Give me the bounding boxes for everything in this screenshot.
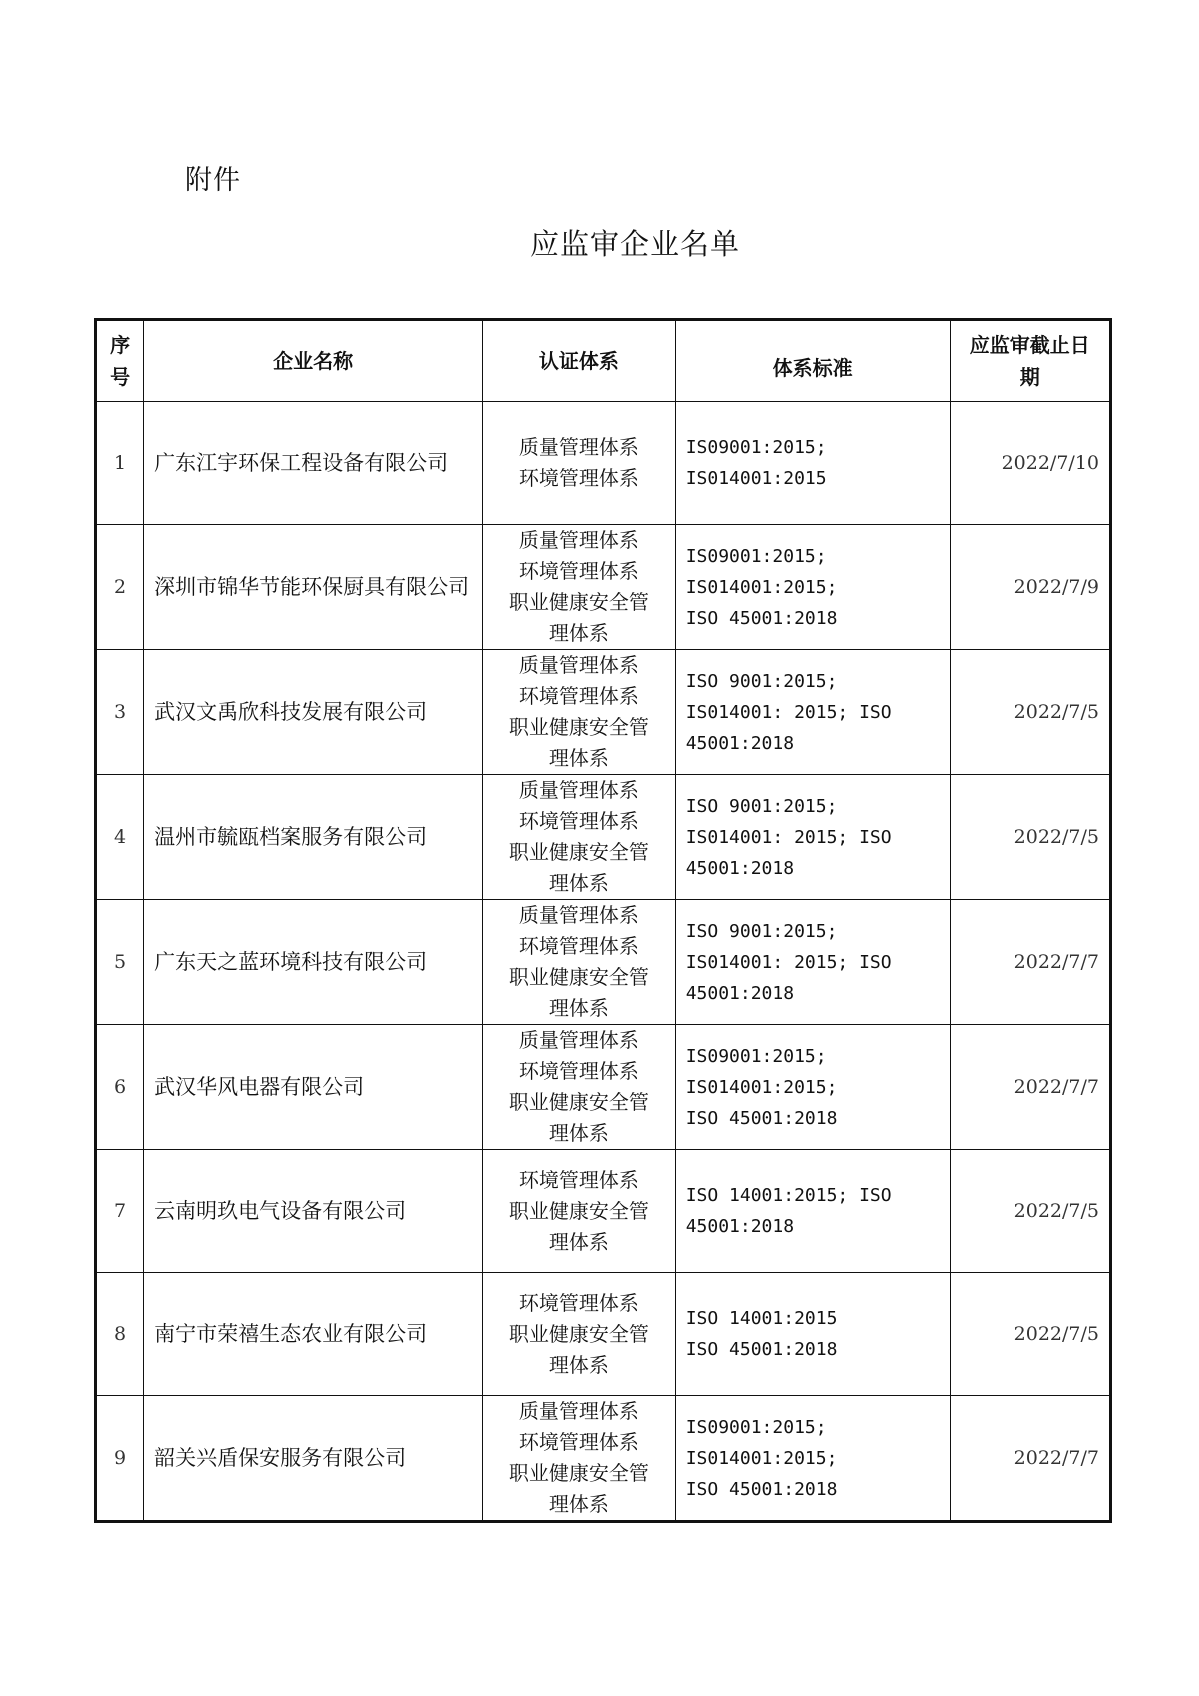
system-line: 职业健康安全管 bbox=[508, 1090, 649, 1114]
table-row bbox=[96, 650, 1111, 775]
standard-line: IS09001:2015; bbox=[685, 545, 827, 567]
audit-deadline: 2022/7/5 bbox=[950, 650, 1111, 775]
system-standards bbox=[675, 402, 950, 525]
standard-line: IS014001:2015; bbox=[685, 1447, 838, 1469]
system-standards bbox=[675, 900, 950, 1025]
certification-systems bbox=[483, 402, 676, 525]
row-index: 5 bbox=[96, 900, 144, 1025]
system-line: 环境管理体系 bbox=[518, 1290, 639, 1315]
standard-line: 45001:2018 bbox=[685, 982, 795, 1004]
standard-line: IS014001: 2015; ISO bbox=[685, 826, 892, 848]
system-line: 理体系 bbox=[548, 746, 609, 770]
system-line: 环境管理体系 bbox=[518, 1430, 639, 1454]
standard-line: ISO 9001:2015; bbox=[685, 795, 838, 817]
certification-systems bbox=[483, 1150, 676, 1273]
company-name: 温州市毓瓯档案服务有限公司 bbox=[144, 775, 483, 900]
company-name: 云南明玖电气设备有限公司 bbox=[144, 1150, 483, 1273]
standard-line: ISO 9001:2015; bbox=[685, 920, 838, 942]
table-row bbox=[96, 1396, 1111, 1522]
row-index: 3 bbox=[96, 650, 144, 775]
header-standard-text: 体系标准 bbox=[772, 356, 853, 380]
system-line: 职业健康安全管 bbox=[508, 1321, 649, 1346]
system-line: 质量管理体系 bbox=[518, 778, 639, 802]
system-line: 理体系 bbox=[548, 1121, 609, 1145]
company-name: 广东江宇环保工程设备有限公司 bbox=[144, 402, 483, 525]
company-list-table bbox=[94, 318, 1112, 1523]
company-name: 武汉文禹欣科技发展有限公司 bbox=[144, 650, 483, 775]
company-name: 深圳市锦华节能环保厨具有限公司 bbox=[144, 525, 483, 650]
system-line: 理体系 bbox=[548, 1492, 609, 1516]
header-deadline bbox=[950, 320, 1111, 402]
system-line: 环境管理体系 bbox=[518, 559, 639, 583]
header-index-text: 序号 bbox=[110, 333, 131, 389]
audit-deadline: 2022/7/5 bbox=[950, 1150, 1111, 1273]
standard-line: 45001:2018 bbox=[685, 1216, 795, 1237]
system-line: 质量管理体系 bbox=[518, 903, 639, 927]
system-line: 环境管理体系 bbox=[518, 466, 639, 490]
standard-line: IS014001:2015; bbox=[685, 576, 838, 598]
system-line: 质量管理体系 bbox=[518, 435, 639, 459]
row-index: 8 bbox=[96, 1273, 144, 1396]
row-index: 4 bbox=[96, 775, 144, 900]
certification-systems bbox=[483, 775, 676, 900]
attachment-label: 附件 bbox=[185, 165, 241, 196]
company-name: 武汉华风电器有限公司 bbox=[144, 1025, 483, 1150]
standard-line: ISO 45001:2018 bbox=[685, 607, 838, 629]
audit-deadline: 2022/7/7 bbox=[950, 900, 1111, 1025]
system-line: 理体系 bbox=[548, 621, 609, 645]
system-line: 质量管理体系 bbox=[518, 528, 639, 552]
company-name: 广东天之蓝环境科技有限公司 bbox=[144, 900, 483, 1025]
system-standards bbox=[675, 775, 950, 900]
header-index bbox=[96, 320, 144, 402]
system-line: 质量管理体系 bbox=[518, 653, 639, 677]
header-deadline-text: 应监审截止日期 bbox=[969, 333, 1090, 389]
system-standards bbox=[675, 525, 950, 650]
table-body bbox=[96, 402, 1111, 1522]
system-line: 环境管理体系 bbox=[518, 934, 639, 958]
audit-deadline: 2022/7/5 bbox=[950, 1273, 1111, 1396]
table-row bbox=[96, 525, 1111, 650]
system-line: 理体系 bbox=[548, 1229, 609, 1254]
header-standard bbox=[675, 320, 950, 402]
system-standards bbox=[675, 1150, 950, 1273]
standard-line: ISO 9001:2015; bbox=[685, 670, 838, 692]
system-line: 环境管理体系 bbox=[518, 1167, 639, 1192]
table-row bbox=[96, 402, 1111, 525]
system-line: 环境管理体系 bbox=[518, 684, 639, 708]
standard-line: ISO 14001:2015 bbox=[685, 1308, 838, 1329]
table-row bbox=[96, 1150, 1111, 1273]
system-line: 质量管理体系 bbox=[518, 1399, 639, 1423]
standard-line: 45001:2018 bbox=[685, 732, 795, 754]
certification-systems bbox=[483, 1025, 676, 1150]
audit-deadline: 2022/7/9 bbox=[950, 525, 1111, 650]
row-index: 6 bbox=[96, 1025, 144, 1150]
standard-line: 45001:2018 bbox=[685, 857, 795, 879]
table-row bbox=[96, 1273, 1111, 1396]
header-company: 企业名称 bbox=[144, 320, 483, 402]
certification-systems bbox=[483, 1396, 676, 1522]
standard-line: ISO 14001:2015; ISO bbox=[685, 1185, 892, 1206]
standard-line: ISO 45001:2018 bbox=[685, 1339, 838, 1360]
system-standards bbox=[675, 650, 950, 775]
system-line: 环境管理体系 bbox=[518, 809, 639, 833]
system-line: 理体系 bbox=[548, 1352, 609, 1377]
standard-line: IS014001: 2015; ISO bbox=[685, 951, 892, 973]
table-row bbox=[96, 900, 1111, 1025]
table-row bbox=[96, 775, 1111, 900]
standard-line: IS014001:2015; bbox=[685, 1076, 838, 1098]
system-line: 职业健康安全管 bbox=[508, 1198, 649, 1223]
system-line: 职业健康安全管 bbox=[508, 590, 649, 614]
standard-line: IS014001:2015 bbox=[685, 468, 827, 489]
system-line: 环境管理体系 bbox=[518, 1059, 639, 1083]
row-index: 1 bbox=[96, 402, 144, 525]
system-line: 职业健康安全管 bbox=[508, 715, 649, 739]
system-standards bbox=[675, 1025, 950, 1150]
standard-line: IS09001:2015; bbox=[685, 437, 827, 458]
system-line: 理体系 bbox=[548, 996, 609, 1020]
company-name: 韶关兴盾保安服务有限公司 bbox=[144, 1396, 483, 1522]
company-name: 南宁市荣禧生态农业有限公司 bbox=[144, 1273, 483, 1396]
system-line: 理体系 bbox=[548, 871, 609, 895]
table-header-row bbox=[96, 320, 1111, 402]
row-index: 2 bbox=[96, 525, 144, 650]
standard-line: ISO 45001:2018 bbox=[685, 1478, 838, 1500]
certification-systems bbox=[483, 1273, 676, 1396]
row-index: 9 bbox=[96, 1396, 144, 1522]
system-line: 职业健康安全管 bbox=[508, 1461, 649, 1485]
system-line: 质量管理体系 bbox=[518, 1028, 639, 1052]
table-row bbox=[96, 1025, 1111, 1150]
certification-systems bbox=[483, 525, 676, 650]
document-title: 应监审企业名单 bbox=[529, 227, 740, 261]
standard-line: IS014001: 2015; ISO bbox=[685, 701, 892, 723]
row-index: 7 bbox=[96, 1150, 144, 1273]
certification-systems bbox=[483, 650, 676, 775]
audit-deadline: 2022/7/7 bbox=[950, 1396, 1111, 1522]
standard-line: IS09001:2015; bbox=[685, 1045, 827, 1067]
system-standards bbox=[675, 1396, 950, 1522]
audit-deadline: 2022/7/10 bbox=[950, 402, 1111, 525]
audit-deadline: 2022/7/5 bbox=[950, 775, 1111, 900]
system-line: 职业健康安全管 bbox=[508, 965, 649, 989]
certification-systems bbox=[483, 900, 676, 1025]
standard-line: IS09001:2015; bbox=[685, 1416, 827, 1438]
header-system: 认证体系 bbox=[483, 320, 676, 402]
audit-deadline: 2022/7/7 bbox=[950, 1025, 1111, 1150]
standard-line: ISO 45001:2018 bbox=[685, 1107, 838, 1129]
system-line: 职业健康安全管 bbox=[508, 840, 649, 864]
system-standards bbox=[675, 1273, 950, 1396]
